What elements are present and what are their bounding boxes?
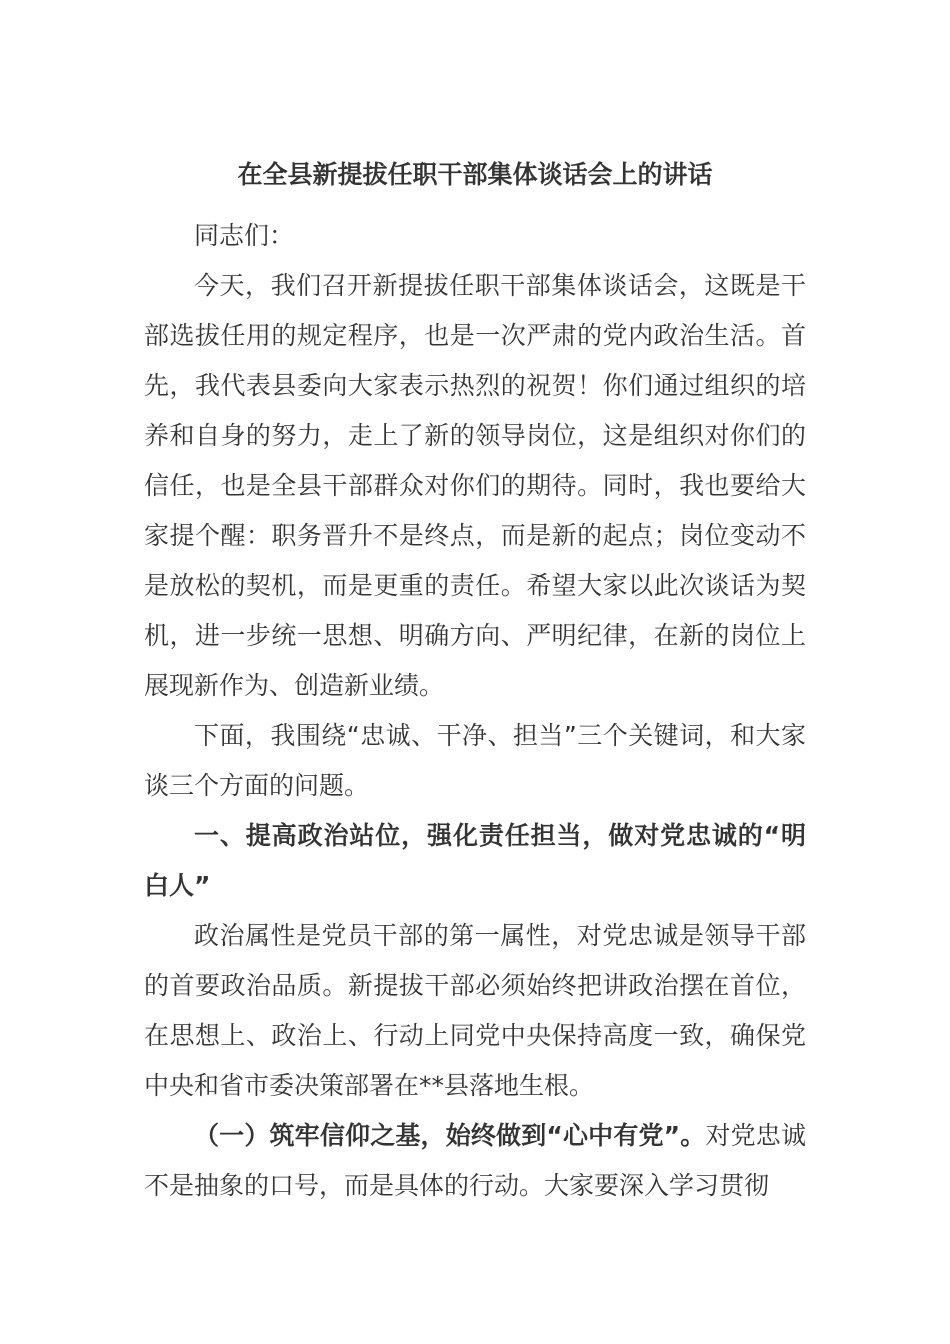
section-heading-1: 一、提高政治站位，强化责任担当，做对党忠诚的“明白人”: [144, 821, 806, 900]
salutation: 同志们：: [194, 221, 295, 250]
document-body: [144, 152, 806, 1211]
subsection-1: [144, 1111, 806, 1211]
subsection-1-lead: （一）筑牢信仰之基，始终做到“心中有党”。: [194, 1121, 706, 1150]
paragraph-opening: 今天，我们召开新提拔任职干部集体谈话会，这既是干部选拔任用的规定程序，也是一次严肃的党内政治生活。首先，我代表县委向大家表示热烈的祝贺！你们通过组织的培养和自身的努力，走上了新的领导岗位，这是组织对你们的信任，也是全县干部群众对你们的期待。同时，我也要给大家提个醒：职务晋升不是终点，而是新的起点；岗位变动不是放松的契机，而是更重的责任。希望大家以此次谈话为契机，进一步统一思想、明确方向、严明纪律，在新的岗位上展现新作为、创造新业绩。: [144, 271, 806, 700]
paragraph-political: 政治属性是党员干部的第一属性，对党忠诚是领导干部的首要政治品质。新提拔干部必须始终把讲政治摆在首位，在思想上、政治上、行动上同党中央保持高度一致，确保党中央和省市委决策部署在**县落地生根。: [144, 921, 806, 1100]
document-title: 在全县新提拔任职干部集体谈话会上的讲话: [237, 160, 713, 189]
subsection-1-text: 对党忠诚不是抽象的口号，而是具体的行动。大家要深入学习贯彻: [144, 1121, 806, 1200]
paragraph-outline: 下面，我围绕“忠诚、干净、担当”三个关键词，和大家谈三个方面的问题。: [144, 721, 806, 800]
